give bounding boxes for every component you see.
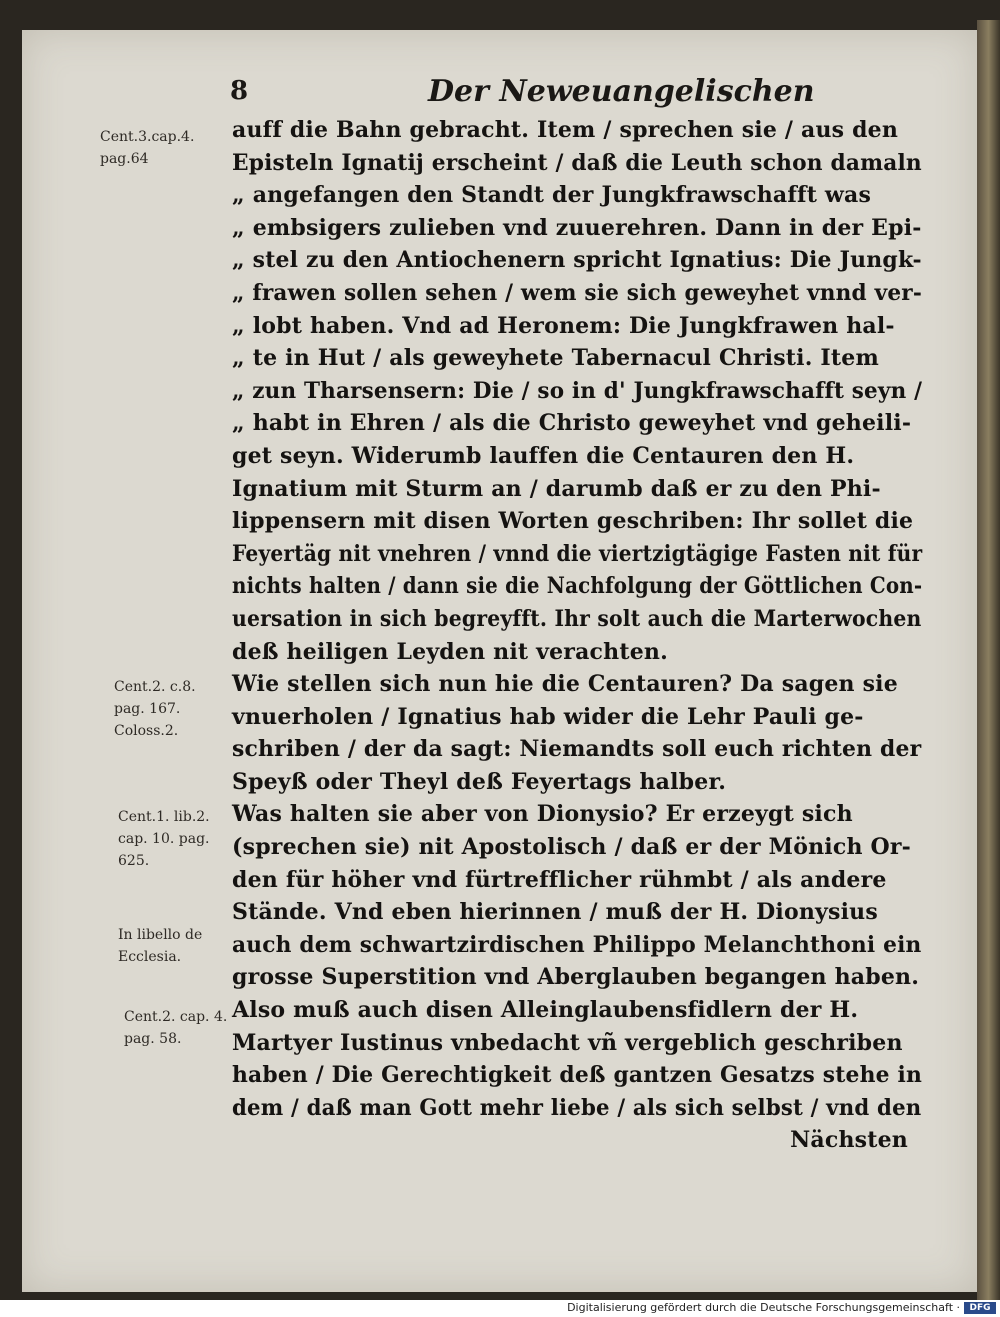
page-number: 8 [230, 76, 249, 106]
catchword: Nächsten [790, 1127, 908, 1154]
text-line: den für höher vnd fürtrefflicher rühmbt / als andere [232, 866, 887, 893]
text-line: haben / Die Gerechtigkeit deß gantzen Gesatzs stehe in [232, 1062, 923, 1089]
text-line: „ habt in Ehren / als die Christo geweyhet vnd geheili- [232, 410, 912, 437]
text-line: get seyn. Widerumb lauffen die Centauren den H. [232, 442, 855, 469]
text-line: (sprechen sie) nit Apostolisch / daß er der Mönich Or- [232, 834, 911, 861]
text-line: Ignatium mit Sturm an / darumb daß er zu den Phi- [232, 475, 881, 502]
margin-note: Cent.2. cap. 4. pag. 58. [124, 1009, 228, 1047]
text-line: Wie stellen sich nun hie die Centauren? Da sagen sie [232, 671, 898, 698]
dfg-logo: DFG [964, 1302, 996, 1314]
text-line: Speyß oder Theyl deß Feyertags halber. [232, 768, 727, 795]
text-line: „ frawen sollen sehen / wem sie sich geweyhet vnnd ver- [232, 279, 923, 306]
text-line: Stände. Vnd eben hierinnen / muß der H. Dionysius [232, 899, 878, 926]
text-line: „ angefangen den Standt der Jungkfrawschafft was [232, 182, 872, 209]
text-line: Episteln Ignatij erscheint / daß die Leuth schon damaln [232, 149, 922, 176]
text-line: deß heiligen Leyden nit verachten. [232, 638, 668, 665]
text-line: lippensern mit disen Worten geschriben: Ihr sollet die [232, 508, 914, 535]
running-head [0, 48, 1000, 109]
running-title: Der Neweuangelischen [428, 74, 815, 109]
footer-bar [0, 1300, 1000, 1317]
text-line: grosse Superstition vnd Aberglauben begangen haben. [232, 964, 920, 991]
text-line: uersation in sich begreyfft. Ihr solt auch die Marterwochen [232, 605, 922, 632]
text-line: „ lobt haben. Vnd ad Heronem: Die Jungkfrawen hal- [232, 312, 895, 339]
text-line: auch dem schwartzirdischen Philippo Melanchthoni ein [232, 931, 922, 958]
text-line: vnuerholen / Ignatius hab wider die Lehr Pauli ge- [232, 703, 864, 730]
book-gutter [977, 20, 1000, 1300]
margin-note: Cent.1. lib.2. cap. 10. pag. 625. [118, 809, 210, 869]
text-line: Martyer Iustinus vnbedacht vñ vergeblich geschriben [232, 1029, 903, 1056]
digitization-credit: Digitalisierung gefördert durch die Deutsche Forschungsgemeinschaft · [567, 1301, 960, 1314]
text-line: „ te in Hut / als geweyhete Tabernacul Christi. Item [232, 345, 879, 372]
margin-note: In libello de Ecclesia. [118, 927, 203, 965]
margin-note: Cent.3.cap.4. pag.64 [100, 129, 195, 167]
text-line: Feyertäg nit vnehren / vnnd die viertzigtägige Fasten nit für [232, 540, 923, 567]
text-line: „ zun Tharsensern: Die / so in d' Jungkfrawschafft seyn / [232, 377, 923, 404]
text-line: Was halten sie aber von Dionysio? Er erzeygt sich [232, 801, 853, 828]
margin-note: Cent.2. c.8. pag. 167. Coloss.2. [114, 679, 196, 739]
text-line: auff die Bahn gebracht. Item / sprechen sie / aus den [232, 117, 899, 143]
text-line: schriben / der da sagt: Niemandts soll euch richten der [232, 736, 922, 763]
text-line: nichts halten / dann sie die Nachfolgung der Göttlichen Con- [232, 573, 923, 600]
text-line: „ stel zu den Antiochenern spricht Ignatius: Die Jungk- [232, 247, 922, 274]
body-text [232, 114, 922, 1157]
text-line: dem / daß man Gott mehr liebe / als sich selbst / vnd den [232, 1094, 922, 1121]
text-line: Also muß auch disen Alleinglaubensfidlern der H. [232, 997, 859, 1024]
text-line: „ embsigers zulieben vnd zuuerehren. Dann in der Epi- [232, 214, 922, 241]
